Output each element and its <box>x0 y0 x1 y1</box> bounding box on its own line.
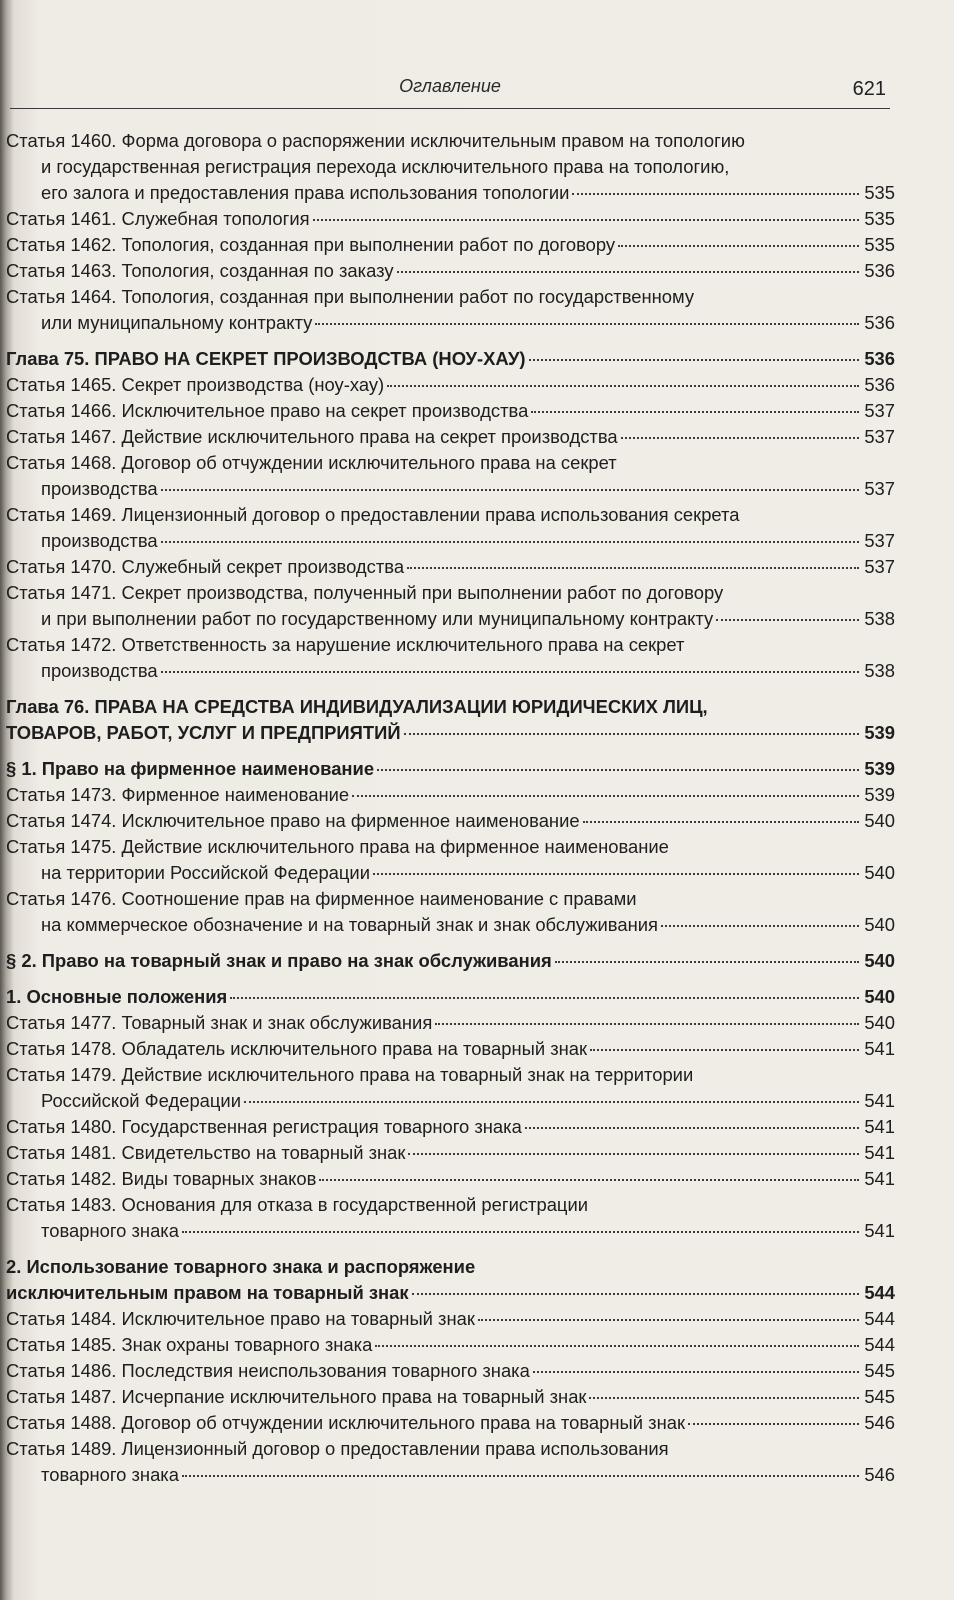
toc-page-number: 537 <box>864 556 895 577</box>
toc-page-number: 539 <box>864 722 895 743</box>
toc-line <box>0 284 895 310</box>
toc-article-entry[interactable] <box>0 834 895 886</box>
toc-page-number: 538 <box>864 608 895 629</box>
toc-article-entry[interactable] <box>0 1306 895 1332</box>
toc-entry-text: Статья 1473. Фирменное наименование <box>6 784 350 805</box>
toc-line <box>0 1062 895 1088</box>
toc-entry-text: § 1. Право на фирменное наименование <box>6 758 375 779</box>
toc-entry-text: исключительным правом на товарный знак <box>6 1282 409 1303</box>
dot-leader <box>572 193 859 195</box>
toc-article-entry[interactable] <box>0 372 895 398</box>
toc-page-number: 539 <box>864 784 895 805</box>
toc-page-number: 544 <box>864 1308 895 1329</box>
toc-chapter-entry[interactable] <box>0 346 895 372</box>
toc-page-number: 536 <box>864 374 895 395</box>
toc-page-number: 538 <box>864 660 895 681</box>
toc-entry-text: Статья 1486. Последствия неиспользования товарного знака <box>6 1360 530 1381</box>
toc-entry-text: Статья 1477. Товарный знак и знак обслуживания <box>6 1012 433 1033</box>
dot-leader <box>661 925 859 927</box>
running-header <box>10 74 890 109</box>
toc-line <box>0 720 895 746</box>
dot-leader <box>404 733 859 735</box>
toc-line <box>0 1384 895 1410</box>
toc-article-entry[interactable] <box>0 1192 895 1244</box>
toc-line <box>0 258 895 284</box>
toc-entry-text: Глава 76. ПРАВА НА СРЕДСТВА ИНДИВИДУАЛИЗАЦИИ ЮРИДИЧЕСКИХ ЛИЦ, <box>6 696 708 717</box>
dot-leader <box>407 567 859 569</box>
toc-entry-text: Статья 1460. Форма договора о распоряжении исключительным правом на топологию <box>6 130 745 151</box>
toc-article-entry[interactable] <box>0 258 895 284</box>
toc-article-entry[interactable] <box>0 808 895 834</box>
toc-entry-text: и при выполнении работ по государственному или муниципальному контракту <box>41 608 714 629</box>
toc-article-entry[interactable] <box>0 580 895 632</box>
toc-article-entry[interactable] <box>0 128 895 206</box>
toc-line <box>0 984 895 1010</box>
toc-line <box>0 502 895 528</box>
toc-entry-text: Статья 1487. Исчерпание исключительного права на товарный знак <box>6 1386 587 1407</box>
dot-leader <box>352 795 859 797</box>
toc-page-number: 544 <box>864 1334 895 1355</box>
toc-line <box>0 1358 895 1384</box>
dot-leader <box>315 323 859 325</box>
toc-line <box>0 310 895 336</box>
toc-page-number: 541 <box>864 1142 895 1163</box>
toc-line <box>0 1166 895 1192</box>
dot-leader <box>373 873 859 875</box>
toc-page-number: 536 <box>864 312 895 333</box>
toc-page-number: 545 <box>864 1360 895 1381</box>
toc-page-number: 535 <box>864 208 895 229</box>
toc-line <box>0 372 895 398</box>
toc-entry-text: Статья 1462. Топология, созданная при выполнении работ по договору <box>6 234 616 255</box>
toc-line <box>0 1332 895 1358</box>
toc-entry-text: и государственная регистрация перехода исключительного права на топологию, <box>41 156 730 177</box>
toc-article-entry[interactable] <box>0 1062 895 1114</box>
toc-line <box>0 1306 895 1332</box>
toc-entry-text: Статья 1481. Свидетельство на товарный знак <box>6 1142 406 1163</box>
dot-leader <box>525 1127 859 1129</box>
toc-article-entry[interactable] <box>0 1010 895 1036</box>
toc-entry-text: Статья 1483. Основания для отказа в государственной регистрации <box>6 1194 589 1215</box>
toc-page-number: 539 <box>864 758 895 779</box>
toc-entry-text: Статья 1474. Исключительное право на фирменное наименование <box>6 810 580 831</box>
toc-line <box>0 476 895 502</box>
toc-line <box>0 398 895 424</box>
dot-leader <box>408 1153 859 1155</box>
toc-entry-text: товарного знака <box>41 1464 179 1485</box>
toc-chapter-entry[interactable] <box>0 1254 895 1306</box>
toc-entry-text: Статья 1485. Знак охраны товарного знака <box>6 1334 373 1355</box>
toc-line <box>0 834 895 860</box>
toc-line <box>0 154 895 180</box>
toc-page-number: 541 <box>864 1220 895 1241</box>
dot-leader <box>583 821 859 823</box>
toc-article-entry[interactable] <box>0 1332 895 1358</box>
toc-page-number: 540 <box>864 986 895 1007</box>
toc-entry-text: Статья 1464. Топология, созданная при выполнении работ по государственному <box>6 286 695 307</box>
dot-leader <box>375 1345 859 1347</box>
toc-line <box>0 1088 895 1114</box>
toc-line <box>0 632 895 658</box>
toc-line <box>0 860 895 886</box>
toc-entry-text: Глава 75. ПРАВО НА СЕКРЕТ ПРОИЗВОДСТВА (НОУ-ХАУ) <box>6 348 526 369</box>
dot-leader <box>387 385 859 387</box>
toc-page-number: 541 <box>864 1116 895 1137</box>
toc-line <box>0 232 895 258</box>
toc-article-entry[interactable] <box>0 782 895 808</box>
toc-page-number: 540 <box>864 862 895 883</box>
dot-leader <box>412 1293 859 1295</box>
dot-leader <box>161 671 859 673</box>
toc-entry-text: Статья 1478. Обладатель исключительного права на товарный знак <box>6 1038 588 1059</box>
toc-entry-text: Статья 1466. Исключительное право на секрет производства <box>6 400 529 421</box>
toc-article-entry[interactable] <box>0 1140 895 1166</box>
toc-page-number: 545 <box>864 1386 895 1407</box>
toc-line <box>0 1114 895 1140</box>
dot-leader <box>688 1423 859 1425</box>
dot-leader <box>621 437 859 439</box>
dot-leader <box>555 961 859 963</box>
toc-page-number: 535 <box>864 234 895 255</box>
toc-article-entry[interactable] <box>0 1114 895 1140</box>
toc-entry-text: Статья 1480. Государственная регистрация товарного знака <box>6 1116 522 1137</box>
toc-page-number: 535 <box>864 182 895 203</box>
toc-entry-text: Статья 1471. Секрет производства, полученный при выполнении работ по договору <box>6 582 724 603</box>
toc-page-number: 540 <box>864 810 895 831</box>
toc-article-entry[interactable] <box>0 1358 895 1384</box>
toc-line <box>0 424 895 450</box>
toc-page-number: 541 <box>864 1090 895 1111</box>
dot-leader <box>435 1023 859 1025</box>
toc-entry-text: Статья 1470. Служебный секрет производства <box>6 556 405 577</box>
toc-page-number: 540 <box>864 1012 895 1033</box>
toc-line <box>0 694 895 720</box>
toc-page-number: 546 <box>864 1412 895 1433</box>
toc-article-entry[interactable] <box>0 1036 895 1062</box>
toc-line <box>0 206 895 232</box>
dot-leader <box>529 359 859 361</box>
toc-article-entry[interactable] <box>0 502 895 554</box>
toc-article-entry[interactable] <box>0 232 895 258</box>
toc-page-number: 544 <box>864 1282 895 1303</box>
toc-line <box>0 782 895 808</box>
toc-entry-text: Статья 1469. Лицензионный договор о предоставлении права использования секрета <box>6 504 740 525</box>
dot-leader <box>182 1231 859 1233</box>
toc-entry-text: Статья 1468. Договор об отчуждении исключительного права на секрет <box>6 452 617 473</box>
toc-entry-text: Статья 1488. Договор об отчуждении исключительного права на товарный знак <box>6 1412 686 1433</box>
toc-line <box>0 580 895 606</box>
toc-page-number: 536 <box>864 348 895 369</box>
toc-line <box>0 1010 895 1036</box>
toc-chapter-entry[interactable] <box>0 984 895 1010</box>
toc-page-number: 537 <box>864 400 895 421</box>
toc-page-number: 536 <box>864 260 895 281</box>
toc-line <box>0 808 895 834</box>
toc-line <box>0 912 895 938</box>
toc-line <box>0 346 895 372</box>
toc-article-entry[interactable] <box>0 284 895 336</box>
dot-leader <box>590 1049 859 1051</box>
toc-page-number: 541 <box>864 1168 895 1189</box>
toc-line <box>0 1036 895 1062</box>
dot-leader <box>618 245 859 247</box>
toc-page-number: 537 <box>864 478 895 499</box>
toc-article-entry[interactable] <box>0 1166 895 1192</box>
toc-entry-text: Статья 1472. Ответственность за нарушение исключительного права на секрет <box>6 634 685 655</box>
toc-entry-text: § 2. Право на товарный знак и право на знак обслуживания <box>6 950 552 971</box>
toc-entry-text: Статья 1476. Соотношение прав на фирменное наименование с правами <box>6 888 637 909</box>
toc-entry-text: производства <box>41 660 158 681</box>
toc-entry-text: Статья 1484. Исключительное право на товарный знак <box>6 1308 475 1329</box>
toc-line <box>0 1218 895 1244</box>
dot-leader <box>377 769 859 771</box>
header-page-number: 621 <box>852 78 886 100</box>
dot-leader <box>589 1397 859 1399</box>
toc-article-entry[interactable] <box>0 554 895 580</box>
toc-entry-text: его залога и предоставления права использования топологии <box>41 182 570 203</box>
toc-page-number: 537 <box>864 426 895 447</box>
toc-article-entry[interactable] <box>0 398 895 424</box>
dot-leader <box>182 1475 859 1477</box>
toc-entry-text: Статья 1461. Служебная топология <box>6 208 310 229</box>
toc-entry-text: 1. Основные положения <box>6 986 228 1007</box>
toc-chapter-entry[interactable] <box>0 948 895 974</box>
toc-entry-text: на коммерческое обозначение и на товарный знак и знак обслуживания <box>41 914 658 935</box>
toc-line <box>0 528 895 554</box>
toc-page-number: 537 <box>864 530 895 551</box>
toc-article-entry[interactable] <box>0 632 895 684</box>
toc-line <box>0 948 895 974</box>
toc-entry-text: Статья 1467. Действие исключительного права на секрет производства <box>6 426 618 447</box>
toc-entry-text: или муниципальному контракту <box>41 312 313 333</box>
toc-chapter-entry[interactable] <box>0 756 895 782</box>
toc-line <box>0 1192 895 1218</box>
toc-article-entry[interactable] <box>0 450 895 502</box>
toc-entry-text: производства <box>41 530 158 551</box>
toc-article-entry[interactable] <box>0 424 895 450</box>
toc-entry-text: производства <box>41 478 158 499</box>
toc-page-number: 540 <box>864 950 895 971</box>
toc-entry-text: товарного знака <box>41 1220 179 1241</box>
dot-leader <box>478 1319 859 1321</box>
dot-leader <box>313 219 859 221</box>
toc-line <box>0 1436 895 1462</box>
header-title: Оглавление <box>399 76 501 96</box>
toc-entry-text: Статья 1482. Виды товарных знаков <box>6 1168 317 1189</box>
toc-article-entry[interactable] <box>0 206 895 232</box>
toc-line <box>0 554 895 580</box>
toc-entry-text: Статья 1479. Действие исключительного права на товарный знак на территории <box>6 1064 694 1085</box>
toc-entry-text: 2. Использование товарного знака и распоряжение <box>6 1256 476 1277</box>
toc-line <box>0 658 895 684</box>
dot-leader <box>533 1371 859 1373</box>
toc-entry-text: Статья 1475. Действие исключительного права на фирменное наименование <box>6 836 669 857</box>
toc-line <box>0 1462 895 1488</box>
dot-leader <box>161 541 859 543</box>
toc-line <box>0 128 895 154</box>
toc-line <box>0 1140 895 1166</box>
toc-entry-text: Статья 1465. Секрет производства (ноу-хау) <box>6 374 385 395</box>
toc-article-entry[interactable] <box>0 1384 895 1410</box>
dot-leader <box>161 489 859 491</box>
dot-leader <box>244 1101 859 1103</box>
toc-line <box>0 886 895 912</box>
dot-leader <box>230 997 859 999</box>
toc-line <box>0 606 895 632</box>
toc-line <box>0 1280 895 1306</box>
dot-leader <box>716 619 859 621</box>
toc-article-entry[interactable] <box>0 1410 895 1436</box>
toc-line <box>0 450 895 476</box>
dot-leader <box>397 271 859 273</box>
toc-line <box>0 1410 895 1436</box>
toc-entry-text: Российской Федерации <box>41 1090 241 1111</box>
toc-page-number: 546 <box>864 1464 895 1485</box>
table-of-contents <box>0 128 895 1488</box>
toc-entry-text: Статья 1463. Топология, созданная по заказу <box>6 260 394 281</box>
toc-line <box>0 756 895 782</box>
toc-article-entry[interactable] <box>0 1436 895 1488</box>
dot-leader <box>319 1179 859 1181</box>
dot-leader <box>531 411 859 413</box>
toc-line <box>0 180 895 206</box>
toc-chapter-entry[interactable] <box>0 694 895 746</box>
toc-article-entry[interactable] <box>0 886 895 938</box>
toc-page-number: 540 <box>864 914 895 935</box>
toc-line <box>0 1254 895 1280</box>
toc-entry-text: Статья 1489. Лицензионный договор о предоставлении права использования <box>6 1438 669 1459</box>
toc-entry-text: на территории Российской Федерации <box>41 862 370 883</box>
toc-page-number: 541 <box>864 1038 895 1059</box>
toc-entry-text: ТОВАРОВ, РАБОТ, УСЛУГ И ПРЕДПРИЯТИЙ <box>6 722 401 743</box>
